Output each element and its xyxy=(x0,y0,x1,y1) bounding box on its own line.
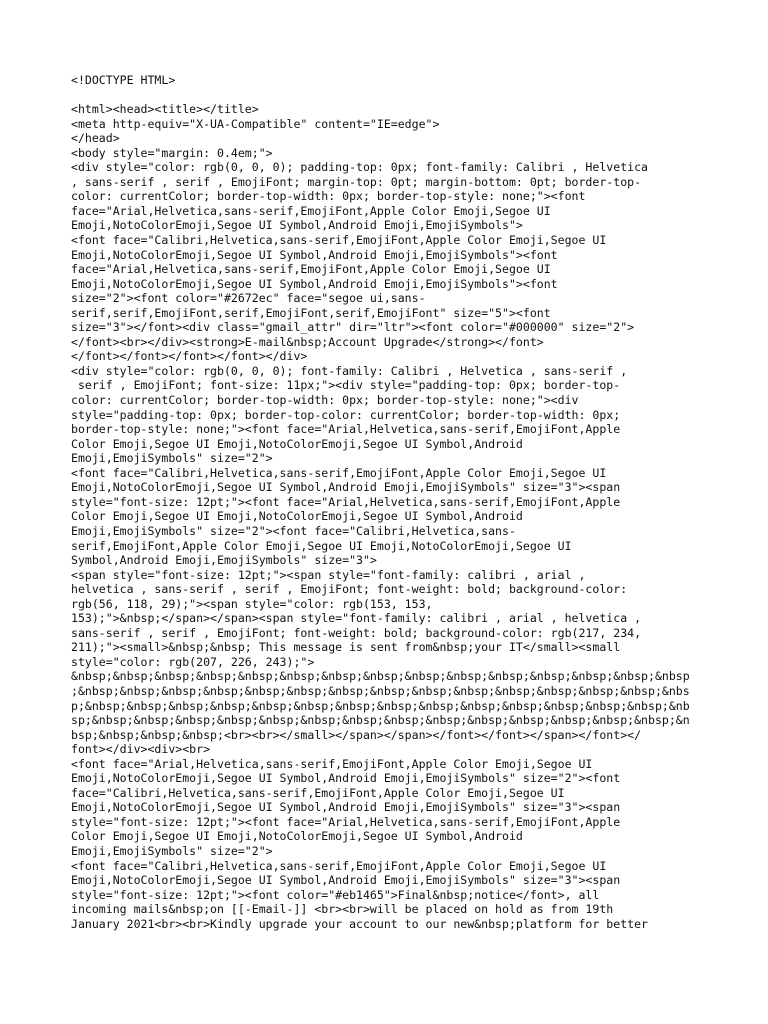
code-line: 153);">&nbsp;</span></span><span style="font-family: calibri , arial , helvetica , xyxy=(71,611,642,626)
code-lines xyxy=(71,102,711,931)
code-line: Emoji,EmojiSymbols" size="2"> xyxy=(71,843,273,858)
code-line: <meta http-equiv="X-UA-Compatible" content="IE=edge"> xyxy=(71,116,440,131)
blank-line xyxy=(71,88,711,103)
code-line: Emoji,NotoColorEmoji,Segoe UI Symbol,Android Emoji,EmojiSymbols"> xyxy=(71,218,523,233)
code-line: sp;&nbsp;&nbsp;&nbsp;&nbsp;&nbsp;&nbsp;&nbsp;&nbsp;&nbsp;&nbsp;&nbsp;&nbsp;&nbsp;&nbsp;&n xyxy=(71,713,690,728)
code-line: style="padding-top: 0px; border-top-color: currentColor; border-top-width: 0px; xyxy=(71,407,621,422)
code-line: font></div><div><br> xyxy=(71,742,211,757)
code-line: p;&nbsp;&nbsp;&nbsp;&nbsp;&nbsp;&nbsp;&nbsp;&nbsp;&nbsp;&nbsp;&nbsp;&nbsp;&nbsp;&nbsp;&nb xyxy=(71,698,690,713)
code-line: serif,serif,EmojiFont,serif,EmojiFont,serif,EmojiFont" size="5"><font xyxy=(71,305,551,320)
code-line: size="2"><font color="#2672ec" face="segoe ui,sans- xyxy=(71,291,426,306)
code-line: bsp;&nbsp;&nbsp;&nbsp;<br><br></small></span></span></font></font></span></font></ xyxy=(71,727,642,742)
code-line: serif,EmojiFont,Apple Color Emoji,Segoe UI Emoji,NotoColorEmoji,Segoe UI xyxy=(71,538,572,553)
code-line: </head> xyxy=(71,131,120,146)
code-line: style="font-size: 12pt;"><font color="#eb1465">Final&nbsp;notice</font>, all xyxy=(71,887,600,902)
code-line: size="3"></font><div class="gmail_attr" dir="ltr"><font color="#000000" size="2"> xyxy=(71,320,635,335)
code-line: face="Calibri,Helvetica,sans-serif,EmojiFont,Apple Color Emoji,Segoe UI xyxy=(71,785,565,800)
code-line: <div style="color: rgb(0, 0, 0); padding-top: 0px; font-family: Calibri , Helvetica xyxy=(71,160,649,175)
code-line: <span style="font-size: 12pt;"><span style="font-family: calibri , arial , xyxy=(71,567,586,582)
code-line: Emoji,NotoColorEmoji,Segoe UI Symbol,Android Emoji,EmojiSymbols" size="3"><span xyxy=(71,873,621,888)
code-line: <body style="margin: 0.4em;"> xyxy=(71,145,273,160)
code-line: <font face="Calibri,Helvetica,sans-serif,EmojiFont,Apple Color Emoji,Segoe UI xyxy=(71,233,607,248)
code-line: Emoji,NotoColorEmoji,Segoe UI Symbol,Android Emoji,EmojiSymbols"><font xyxy=(71,247,558,262)
code-line: sans-serif , serif , EmojiFont; font-weight: bold; background-color: rgb(217, 234, xyxy=(71,625,642,640)
code-line: </font></font></font></font></div> xyxy=(71,349,308,364)
code-line: style="font-size: 12pt;"><font face="Arial,Helvetica,sans-serif,EmojiFont,Apple xyxy=(71,814,621,829)
code-line: Emoji,NotoColorEmoji,Segoe UI Symbol,Android Emoji,EmojiSymbols"><font xyxy=(71,276,558,291)
code-line: helvetica , sans-serif , serif , EmojiFont; font-weight: bold; background-color: xyxy=(71,582,628,597)
code-line: Emoji,NotoColorEmoji,Segoe UI Symbol,Android Emoji,EmojiSymbols" size="3"><span xyxy=(71,480,621,495)
code-line: color: currentColor; border-top-width: 0px; border-top-style: none;"><div xyxy=(71,393,579,408)
code-line: serif , EmojiFont; font-size: 11px;"><div style="padding-top: 0px; border-top- xyxy=(71,378,621,393)
code-line: <font face="Calibri,Helvetica,sans-serif,EmojiFont,Apple Color Emoji,Segoe UI xyxy=(71,465,607,480)
code-line: Emoji,NotoColorEmoji,Segoe UI Symbol,Android Emoji,EmojiSymbols" size="2"><font xyxy=(71,771,621,786)
code-line: Symbol,Android Emoji,EmojiSymbols" size="3"> xyxy=(71,553,377,568)
code-line: face="Arial,Helvetica,sans-serif,EmojiFont,Apple Color Emoji,Segoe UI xyxy=(71,262,551,277)
code-line: face="Arial,Helvetica,sans-serif,EmojiFont,Apple Color Emoji,Segoe UI xyxy=(71,203,551,218)
code-line: rgb(56, 118, 29);"><span style="color: rgb(153, 153, xyxy=(71,596,433,611)
code-line: </font><br></div><strong>E-mail&nbsp;Account Upgrade</strong></font> xyxy=(71,334,544,349)
code-line: <font face="Arial,Helvetica,sans-serif,EmojiFont,Apple Color Emoji,Segoe UI xyxy=(71,756,593,771)
code-line: Color Emoji,Segoe UI Emoji,NotoColorEmoji,Segoe UI Symbol,Android xyxy=(71,829,523,844)
code-line: &nbsp;&nbsp;&nbsp;&nbsp;&nbsp;&nbsp;&nbsp;&nbsp;&nbsp;&nbsp;&nbsp;&nbsp;&nbsp;&nbsp;&nbsp xyxy=(71,669,690,684)
code-line: <div style="color: rgb(0, 0, 0); font-family: Calibri , Helvetica , sans-serif , xyxy=(71,363,628,378)
code-line: 211);"><small>&nbsp;&nbsp; This message is sent from&nbsp;your IT</small><small xyxy=(71,640,621,655)
code-line: Color Emoji,Segoe UI Emoji,NotoColorEmoji,Segoe UI Symbol,Android xyxy=(71,436,523,451)
code-line: <font face="Calibri,Helvetica,sans-serif,EmojiFont,Apple Color Emoji,Segoe UI xyxy=(71,858,607,873)
code-line: border-top-style: none;"><font face="Arial,Helvetica,sans-serif,EmojiFont,Apple xyxy=(71,422,621,437)
code-line: <html><head><title></title> xyxy=(71,102,259,117)
document-text xyxy=(71,73,711,931)
code-line: incoming mails&nbsp;on [[-Email-]] <br><br>will be placed on hold as from 19th xyxy=(71,902,614,917)
doctype-line: <!DOCTYPE HTML> xyxy=(71,73,176,87)
code-line: style="font-size: 12pt;"><font face="Arial,Helvetica,sans-serif,EmojiFont,Apple xyxy=(71,494,621,509)
code-line: , sans-serif , serif , EmojiFont; margin-top: 0pt; margin-bottom: 0pt; border-top- xyxy=(71,174,642,189)
code-line: Color Emoji,Segoe UI Emoji,NotoColorEmoji,Segoe UI Symbol,Android xyxy=(71,509,523,524)
code-line: Emoji,NotoColorEmoji,Segoe UI Symbol,Android Emoji,EmojiSymbols" size="3"><span xyxy=(71,800,621,815)
code-line: Emoji,EmojiSymbols" size="2"><font face="Calibri,Helvetica,sans- xyxy=(71,523,516,538)
code-line: ;&nbsp;&nbsp;&nbsp;&nbsp;&nbsp;&nbsp;&nbsp;&nbsp;&nbsp;&nbsp;&nbsp;&nbsp;&nbsp;&nbsp;&nbs xyxy=(71,683,690,698)
code-line: color: currentColor; border-top-width: 0px; border-top-style: none;"><font xyxy=(71,189,586,204)
code-line: Emoji,EmojiSymbols" size="2"> xyxy=(71,451,273,466)
code-line: January 2021<br><br>Kindly upgrade your account to our new&nbsp;platform for better xyxy=(71,916,649,931)
code-line: style="color: rgb(207, 226, 243);"> xyxy=(71,654,315,669)
